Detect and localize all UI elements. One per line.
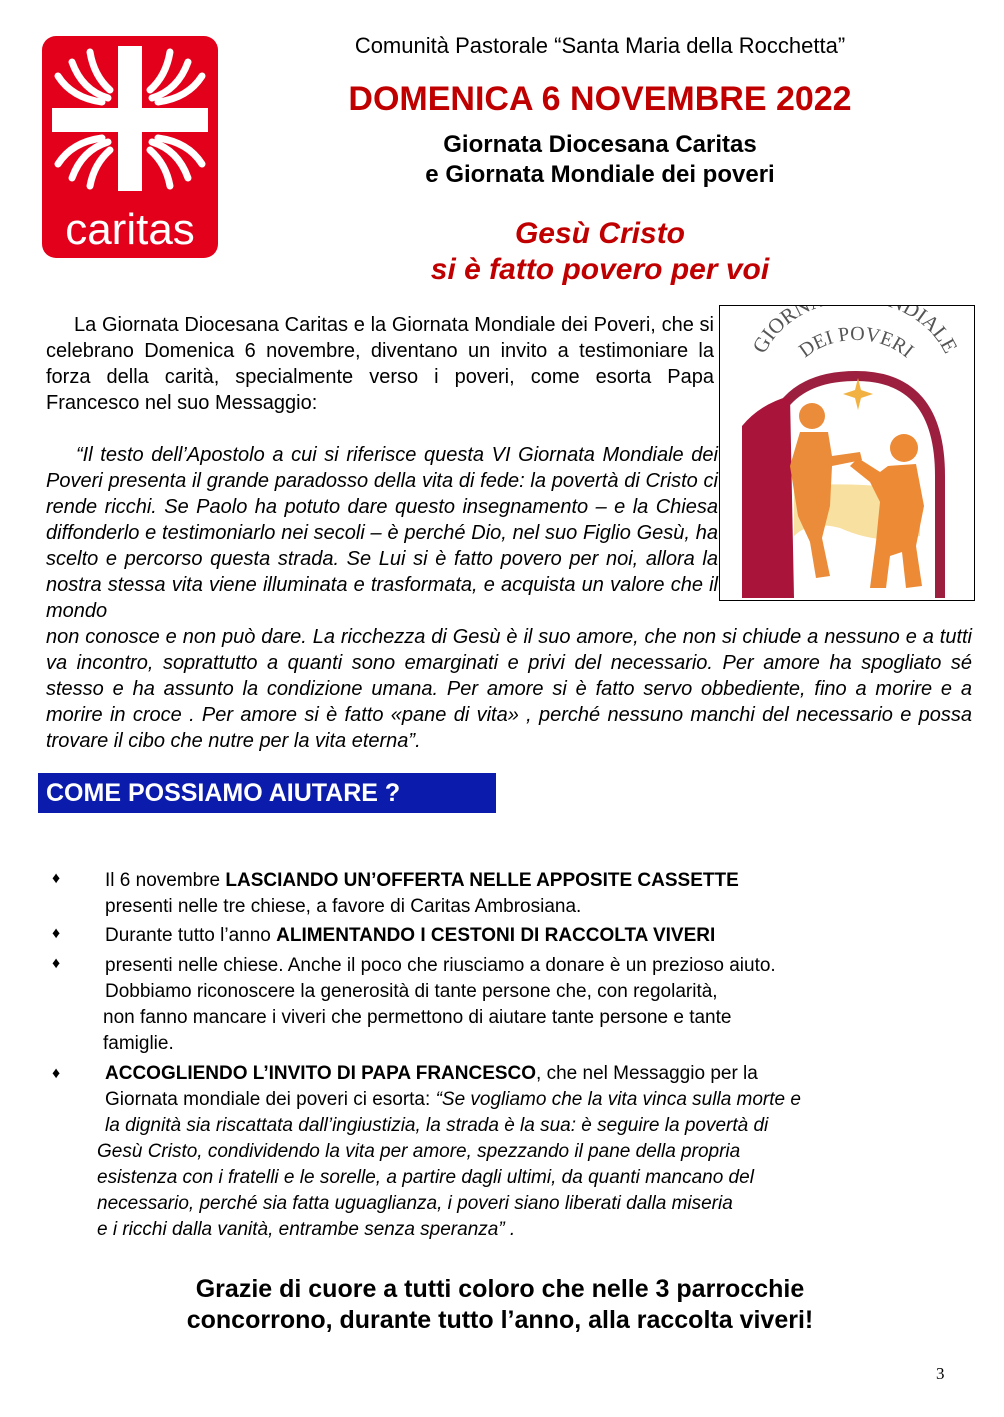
bullet-4-line-4: Gesù Cristo, condividendo la vita per amore, spezzando il pane della propria bbox=[97, 1141, 741, 1162]
papal-quote-part-2: non conosce e non può dare. La ricchezza di Gesù è il suo amore, che non si chiude a nessuno e a tutti va incontro, soprattutto a quanti sono emarginati e privi del necessario. Per amore ha spogliato sé stesso e ha assunto la condizione umana. Per amore si è fatto servo obbediente, fino a morire e a morire in croce . Per amore si è fatto «pane di vita» , perché nessuno manchi del necessario e possa trovare il cibo che nutre per la vita eterna”. bbox=[46, 626, 972, 752]
thanks-line-1: Grazie di cuore a tutti coloro che nelle 3 parrocchie bbox=[195, 1275, 805, 1303]
bullet-3-line-4: famiglie. bbox=[103, 1033, 174, 1054]
bullet-3-line-1: presenti nelle chiese. Anche il poco che riusciamo a donare è un prezioso aiuto. bbox=[105, 955, 776, 976]
bullet-3-line-3: non fanno mancare i viveri che permettono di aiutare tante persone e tante bbox=[103, 1007, 732, 1028]
community-name: Comunità Pastorale “Santa Maria della Rocchetta” bbox=[354, 33, 846, 58]
bullet-2-line-1 bbox=[105, 923, 715, 949]
bullet-4-line-6: necessario, perché sia fatta uguaglianza, i poveri siano liberati dalla miseria bbox=[97, 1193, 733, 1214]
bullet-4-emphasis: ACCOGLIENDO L’INVITO DI PAPA FRANCESCO bbox=[105, 1063, 537, 1084]
bullet-diamond-icon: ♦ bbox=[52, 1065, 61, 1082]
page-number: 3 bbox=[936, 1364, 945, 1383]
bullet-2-emphasis: ALIMENTANDO I CESTONI DI RACCOLTA VIVERI bbox=[276, 925, 716, 946]
intro-paragraph: La Giornata Diocesana Caritas e la Giornata Mondiale dei Poveri, che si celebrano Domenica 6 novembre, diventano un invito a testimoniare la forza della carità, specialmente verso i poveri, come esorta Papa Francesco nel suo Messaggio: bbox=[46, 314, 714, 414]
theme-line-1: Gesù Cristo bbox=[514, 217, 686, 250]
giornata-mondiale-logo bbox=[719, 305, 975, 601]
bullet-3-line-2: Dobbiamo riconoscere la generosità di tante persone che, con regolarità, bbox=[105, 981, 718, 1002]
caritas-logo-text: caritas bbox=[65, 205, 195, 254]
theme-line-2: si è fatto povero per voi bbox=[430, 253, 770, 286]
bullet-4-line-1 bbox=[105, 1061, 758, 1087]
caritas-logo bbox=[42, 36, 218, 258]
theme-title bbox=[300, 216, 900, 288]
gm-logo-line-2: DEI POVERI bbox=[794, 322, 918, 363]
gm-logo-line-1: GIORN DIALE bbox=[747, 306, 963, 358]
bullet-1-text: Il 6 novembre bbox=[105, 870, 226, 891]
bullet-diamond-icon: ♦ bbox=[52, 955, 61, 972]
date-title: DOMENICA 6 NOVEMBRE 2022 bbox=[348, 80, 852, 118]
bullet-1-emphasis: LASCIANDO UN’OFFERTA NELLE APPOSITE CASSETTE bbox=[225, 870, 739, 891]
bullet-4-line-5: esistenza con i fratelli e le sorelle, a partire dagli ultimi, da quanti mancano del bbox=[97, 1167, 754, 1188]
bullet-1-line-2: presenti nelle tre chiese, a favore di Caritas Ambrosiana. bbox=[105, 896, 582, 917]
svg-text:DEI POVERI bbox=[795, 323, 918, 362]
bullet-4-text-2: Giornata mondiale dei poveri ci esorta: bbox=[105, 1089, 436, 1110]
bullet-4-line-2 bbox=[105, 1087, 801, 1113]
caritas-logo-graphic bbox=[42, 36, 218, 258]
thanks-message bbox=[80, 1274, 920, 1336]
subtitle-line-1: Giornata Diocesana Caritas bbox=[443, 131, 757, 158]
thanks-line-2: concorrono, durante tutto l’anno, alla raccolta viveri! bbox=[186, 1306, 814, 1334]
bullet-2-text: Durante tutto l’anno bbox=[105, 925, 277, 946]
giornata-mondiale-graphic bbox=[720, 306, 974, 600]
how-to-help-header: COME POSSIAMO AIUTARE ? bbox=[38, 773, 496, 813]
bullet-4-quote-start: “Se vogliamo che la vita vinca sulla morte e bbox=[435, 1089, 801, 1110]
bullet-4-line-3: la dignità sia riscattata dall’ingiustizia, la strada è la sua: è seguire la povertà di bbox=[105, 1115, 769, 1136]
bullet-4-line-7: e i ricchi dalla vanità, entrambe senza speranza” . bbox=[97, 1219, 516, 1240]
papal-quote-part-1: “Il testo dell’Apostolo a cui si riferisce questa VI Giornata Mondiale dei Poveri presenta il grande paradosso della vita di fede: la povertà di Cristo ci rende ricchi. Se Paolo ha potuto dare questo insegnamento – e la Chiesa diffonderlo e testimoniarlo nei secoli – è perché Dio, nel suo Figlio Gesù, ha scelto e percorso questa strada. Se Lui si è fatto povero per noi, allora la nostra stessa vita viene illuminata e trasformata, e acquista un valore che il mondo bbox=[46, 444, 718, 622]
bullet-diamond-icon: ♦ bbox=[52, 870, 61, 887]
subtitle-line-2: e Giornata Mondiale dei poveri bbox=[425, 161, 775, 188]
event-subtitle bbox=[300, 130, 900, 190]
bullet-1-line-1 bbox=[105, 868, 739, 894]
bullet-4-text: , che nel Messaggio per la bbox=[536, 1063, 758, 1084]
bullet-diamond-icon: ♦ bbox=[52, 925, 61, 942]
